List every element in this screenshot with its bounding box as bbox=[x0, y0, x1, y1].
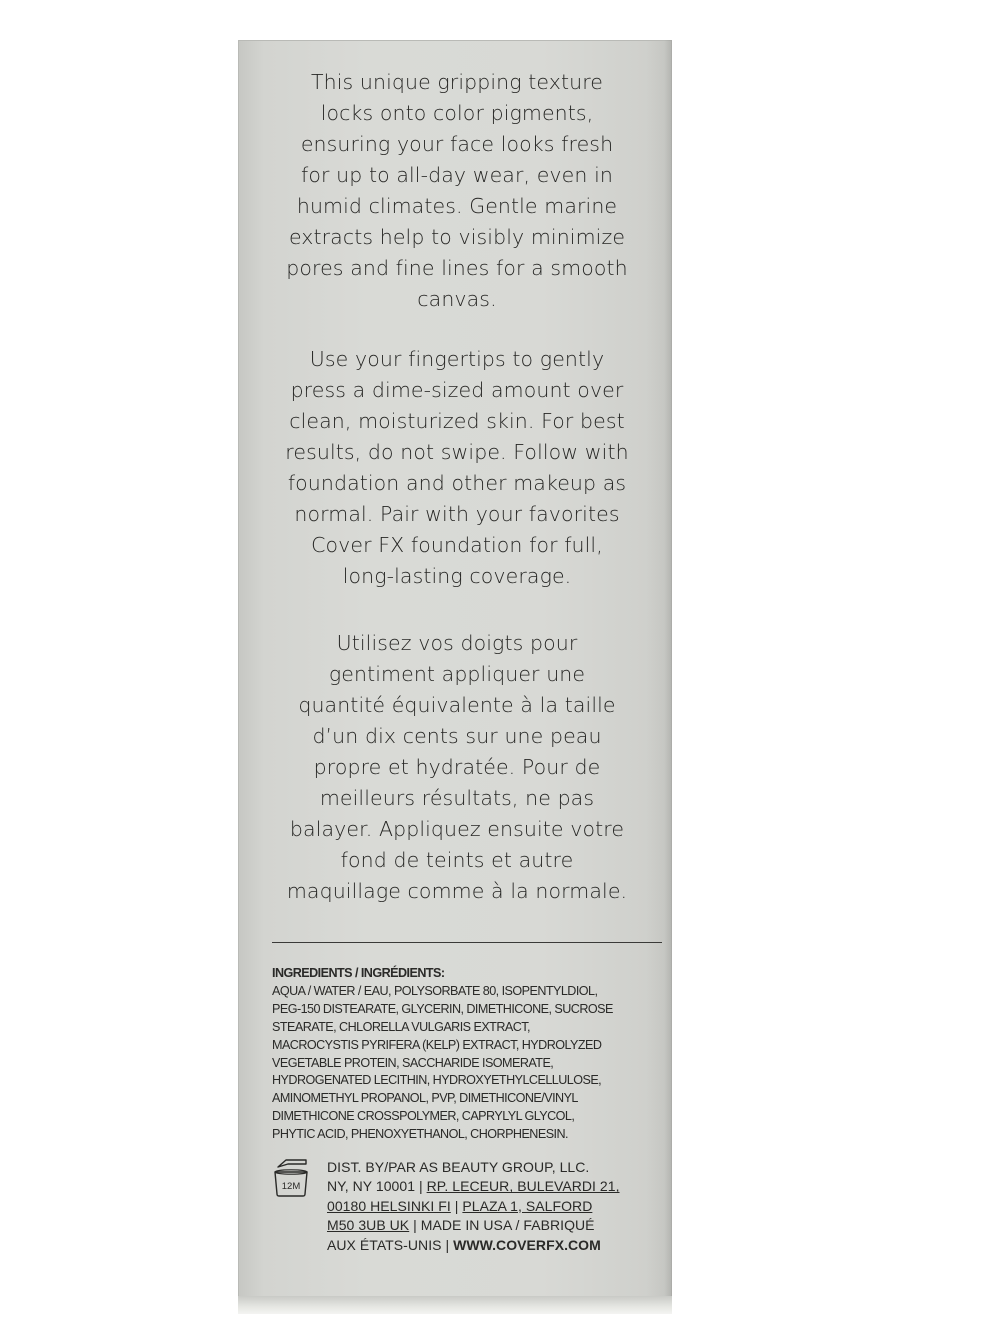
text-line: results, do not swipe. Follow with bbox=[285, 440, 629, 464]
description-paragraph-en bbox=[262, 67, 652, 315]
ingredients-line: MACROCYSTIS PYRIFERA (KELP) EXTRACT, HYDROLYZED bbox=[272, 1037, 602, 1052]
text-line: d’un dix cents sur une peau bbox=[312, 724, 602, 748]
distributor-line bbox=[327, 1236, 672, 1255]
text-line: meilleurs résultats, ne pas bbox=[319, 786, 595, 810]
eu-address: RP. LECEUR, BULEVARDI 21, bbox=[426, 1178, 620, 1195]
distributor-info bbox=[327, 1158, 672, 1255]
text-line: for up to all-day wear, even in bbox=[301, 163, 613, 187]
distributor-line bbox=[327, 1216, 672, 1235]
text-line: balayer. Appliquez ensuite votre bbox=[289, 817, 625, 841]
directions-paragraph-en bbox=[262, 344, 652, 592]
uk-address: PLAZA 1, SALFORD bbox=[462, 1197, 593, 1214]
text-line: quantité équivalente à la taille bbox=[298, 693, 616, 717]
distributor-line bbox=[327, 1158, 672, 1177]
ingredients-line: STEARATE, CHLORELLA VULGARIS EXTRACT, bbox=[272, 1019, 530, 1034]
section-divider bbox=[272, 942, 662, 943]
distributor-line bbox=[327, 1197, 672, 1216]
ingredients-line: DIMETHICONE CROSSPOLYMER, CAPRYLYL GLYCOL, bbox=[272, 1109, 575, 1124]
text-line: foundation and other makeup as bbox=[287, 471, 627, 495]
website-link: WWW.COVERFX.COM bbox=[453, 1236, 601, 1253]
distributor-line bbox=[327, 1177, 672, 1196]
ingredients-title: INGREDIENTS / INGRÉDIENTS: bbox=[272, 966, 445, 980]
text-line: press a dime-sized amount over bbox=[290, 378, 624, 402]
text-line: canvas. bbox=[417, 287, 497, 311]
uk-postcode: M50 3UB UK bbox=[327, 1217, 410, 1234]
ingredients-line: AMINOMETHYL PROPANOL, PVP, DIMETHICONE/VINYL bbox=[272, 1091, 578, 1106]
text-line: clean, moisturized skin. For best bbox=[289, 409, 625, 433]
text-line: Utilisez vos doigts pour bbox=[336, 631, 578, 655]
text-line: This unique gripping texture bbox=[310, 70, 604, 94]
ingredients-line: AQUA / WATER / EAU, POLYSORBATE 80, ISOPENTYLDIOL, bbox=[272, 983, 598, 998]
text-line: normal. Pair with your favorites bbox=[294, 502, 620, 526]
made-in-usa: | MADE IN USA / FABRIQUÉ bbox=[409, 1217, 595, 1234]
ingredients-line: VEGETABLE PROTEIN, SACCHARIDE ISOMERATE, bbox=[272, 1055, 554, 1070]
text-line: fond de teints et autre bbox=[340, 848, 574, 872]
distributor-name: DIST. BY/PAR AS BEAUTY GROUP, LLC. bbox=[327, 1159, 590, 1175]
text-line: long-lasting coverage. bbox=[342, 564, 572, 588]
made-in-usa-fr: AUX ÉTATS-UNIS | bbox=[327, 1236, 454, 1253]
open-jar-icon bbox=[272, 1158, 312, 1198]
text-line: gentiment appliquer une bbox=[328, 662, 586, 686]
box-bottom-edge bbox=[238, 1296, 672, 1314]
ingredients-line: HYDROGENATED LECITHIN, HYDROXYETHYLCELLULOSE, bbox=[272, 1073, 602, 1088]
text-line: pores and fine lines for a smooth bbox=[286, 256, 628, 280]
text-line: maquillage comme à la normale. bbox=[286, 879, 628, 903]
pao-label: 12M bbox=[281, 1181, 301, 1192]
eu-address-city: 00180 HELSINKI FI bbox=[327, 1197, 451, 1214]
text-line: locks onto color pigments, bbox=[320, 101, 594, 125]
us-address: NY, NY 10001 | bbox=[327, 1178, 427, 1195]
ingredients-line: PEG-150 DISTEARATE, GLYCERIN, DIMETHICONE, SUCROSE bbox=[272, 1001, 613, 1016]
text-line: extracts help to visibly minimize bbox=[288, 225, 626, 249]
text-line: Cover FX foundation for full, bbox=[311, 533, 603, 557]
text-line: propre et hydratée. Pour de bbox=[313, 755, 601, 779]
ingredients-list bbox=[272, 965, 667, 1144]
directions-paragraph-fr bbox=[262, 628, 652, 907]
separator: | bbox=[450, 1197, 463, 1214]
ingredients-line: PHYTIC ACID, PHENOXYETHANOL, CHORPHENESIN. bbox=[272, 1127, 568, 1142]
text-line: ensuring your face looks fresh bbox=[300, 132, 614, 156]
text-line: humid climates. Gentle marine bbox=[296, 194, 618, 218]
text-line: Use your fingertips to gently bbox=[309, 347, 605, 371]
